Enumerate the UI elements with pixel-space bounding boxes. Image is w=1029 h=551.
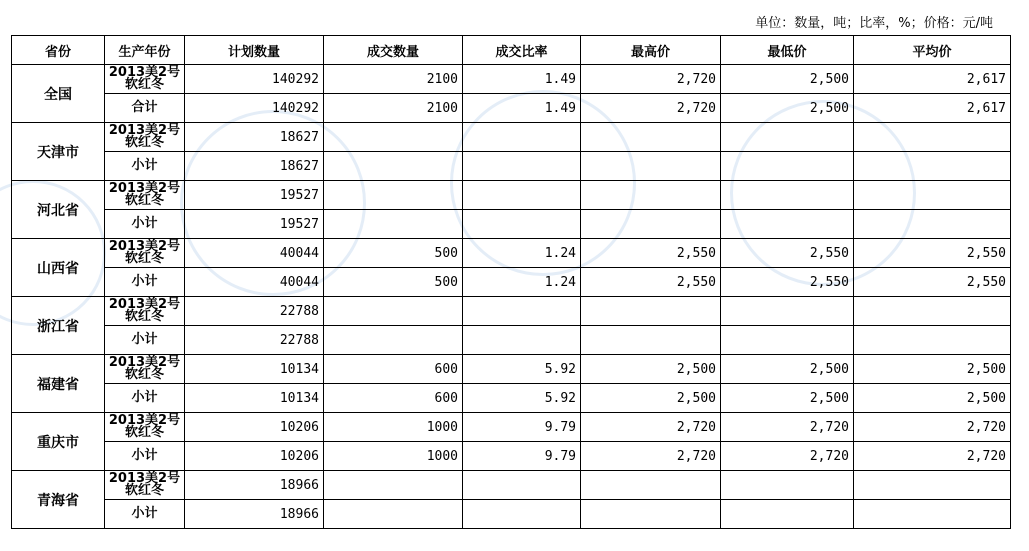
header-deal-ratio: 成交比率	[463, 36, 581, 65]
max-price-cell	[581, 210, 721, 239]
plan-qty-cell: 19527	[185, 181, 324, 210]
deal-ratio-cell: 5.92	[463, 355, 581, 384]
table-row	[12, 210, 1011, 239]
deal-ratio-cell: 1.49	[463, 94, 581, 123]
min-price-cell	[721, 471, 854, 500]
auction-results-table	[11, 35, 1011, 529]
min-price-cell	[721, 326, 854, 355]
year-cell: 2013美2号 软红冬	[105, 239, 185, 268]
table-row	[12, 65, 1011, 94]
year-cell: 小计	[105, 326, 185, 355]
plan-qty-cell: 18966	[185, 500, 324, 529]
plan-qty-cell: 140292	[185, 94, 324, 123]
year-cell: 小计	[105, 210, 185, 239]
min-price-cell: 2,500	[721, 355, 854, 384]
avg-price-cell	[854, 471, 1011, 500]
plan-qty-cell: 22788	[185, 326, 324, 355]
avg-price-cell	[854, 152, 1011, 181]
deal-ratio-cell: 9.79	[463, 442, 581, 471]
avg-price-cell: 2,720	[854, 442, 1011, 471]
year-cell: 2013美2号 软红冬	[105, 181, 185, 210]
table-row	[12, 123, 1011, 152]
header-plan-qty: 计划数量	[185, 36, 324, 65]
province-cell: 山西省	[12, 239, 105, 297]
deal-ratio-cell: 1.24	[463, 268, 581, 297]
deal-qty-cell	[324, 326, 463, 355]
min-price-cell: 2,500	[721, 65, 854, 94]
table-row	[12, 239, 1011, 268]
max-price-cell: 2,550	[581, 268, 721, 297]
province-cell: 浙江省	[12, 297, 105, 355]
avg-price-cell	[854, 123, 1011, 152]
max-price-cell	[581, 152, 721, 181]
deal-ratio-cell	[463, 210, 581, 239]
header-min-price: 最低价	[721, 36, 854, 65]
header-deal-qty: 成交数量	[324, 36, 463, 65]
min-price-cell	[721, 500, 854, 529]
plan-qty-cell: 40044	[185, 239, 324, 268]
plan-qty-cell: 18627	[185, 123, 324, 152]
plan-qty-cell: 10206	[185, 442, 324, 471]
province-cell: 福建省	[12, 355, 105, 413]
max-price-cell	[581, 297, 721, 326]
avg-price-cell	[854, 326, 1011, 355]
province-cell: 重庆市	[12, 413, 105, 471]
plan-qty-cell: 40044	[185, 268, 324, 297]
province-cell: 河北省	[12, 181, 105, 239]
deal-qty-cell: 1000	[324, 442, 463, 471]
header-year: 生产年份	[105, 36, 185, 65]
table-row	[12, 94, 1011, 123]
deal-ratio-cell	[463, 181, 581, 210]
year-cell: 小计	[105, 442, 185, 471]
deal-ratio-cell: 9.79	[463, 413, 581, 442]
year-cell: 2013美2号 软红冬	[105, 471, 185, 500]
deal-ratio-cell	[463, 471, 581, 500]
plan-qty-cell: 10206	[185, 413, 324, 442]
max-price-cell: 2,720	[581, 413, 721, 442]
max-price-cell	[581, 123, 721, 152]
province-cell: 天津市	[12, 123, 105, 181]
avg-price-cell: 2,550	[854, 239, 1011, 268]
max-price-cell: 2,720	[581, 442, 721, 471]
max-price-cell	[581, 181, 721, 210]
table-row	[12, 181, 1011, 210]
plan-qty-cell: 18966	[185, 471, 324, 500]
deal-ratio-cell: 1.49	[463, 65, 581, 94]
min-price-cell: 2,720	[721, 413, 854, 442]
plan-qty-cell: 22788	[185, 297, 324, 326]
avg-price-cell: 2,500	[854, 384, 1011, 413]
deal-ratio-cell	[463, 123, 581, 152]
min-price-cell: 2,500	[721, 94, 854, 123]
avg-price-cell: 2,617	[854, 94, 1011, 123]
min-price-cell: 2,550	[721, 268, 854, 297]
plan-qty-cell: 19527	[185, 210, 324, 239]
min-price-cell	[721, 181, 854, 210]
deal-qty-cell	[324, 210, 463, 239]
min-price-cell	[721, 152, 854, 181]
deal-qty-cell	[324, 500, 463, 529]
table-row	[12, 413, 1011, 442]
avg-price-cell: 2,720	[854, 413, 1011, 442]
table-row	[12, 326, 1011, 355]
deal-qty-cell	[324, 471, 463, 500]
avg-price-cell	[854, 181, 1011, 210]
avg-price-cell	[854, 210, 1011, 239]
table-row	[12, 297, 1011, 326]
header-row	[12, 36, 1011, 65]
header-province: 省份	[12, 36, 105, 65]
table-row	[12, 384, 1011, 413]
min-price-cell	[721, 123, 854, 152]
deal-qty-cell	[324, 152, 463, 181]
deal-qty-cell: 500	[324, 268, 463, 297]
year-cell: 2013美2号 软红冬	[105, 65, 185, 94]
table-row	[12, 355, 1011, 384]
plan-qty-cell: 10134	[185, 355, 324, 384]
deal-ratio-cell	[463, 152, 581, 181]
min-price-cell	[721, 210, 854, 239]
avg-price-cell	[854, 500, 1011, 529]
year-cell: 小计	[105, 268, 185, 297]
max-price-cell	[581, 326, 721, 355]
year-cell: 2013美2号 软红冬	[105, 413, 185, 442]
max-price-cell: 2,550	[581, 239, 721, 268]
year-cell: 2013美2号 软红冬	[105, 123, 185, 152]
max-price-cell: 2,720	[581, 94, 721, 123]
deal-ratio-cell: 1.24	[463, 239, 581, 268]
deal-qty-cell: 600	[324, 355, 463, 384]
deal-qty-cell: 1000	[324, 413, 463, 442]
table-row	[12, 500, 1011, 529]
avg-price-cell: 2,550	[854, 268, 1011, 297]
deal-qty-cell: 2100	[324, 94, 463, 123]
max-price-cell: 2,500	[581, 384, 721, 413]
max-price-cell	[581, 500, 721, 529]
header-max-price: 最高价	[581, 36, 721, 65]
year-cell: 2013美2号 软红冬	[105, 355, 185, 384]
unit-note: 单位：数量，吨；比率，%；价格：元/吨	[755, 16, 993, 31]
deal-qty-cell: 500	[324, 239, 463, 268]
deal-ratio-cell	[463, 500, 581, 529]
max-price-cell: 2,500	[581, 355, 721, 384]
deal-ratio-cell	[463, 297, 581, 326]
deal-qty-cell	[324, 181, 463, 210]
max-price-cell: 2,720	[581, 65, 721, 94]
table-row	[12, 442, 1011, 471]
year-cell: 小计	[105, 384, 185, 413]
deal-ratio-cell	[463, 326, 581, 355]
avg-price-cell: 2,617	[854, 65, 1011, 94]
max-price-cell	[581, 471, 721, 500]
min-price-cell	[721, 297, 854, 326]
min-price-cell: 2,550	[721, 239, 854, 268]
plan-qty-cell: 10134	[185, 384, 324, 413]
plan-qty-cell: 18627	[185, 152, 324, 181]
table-row	[12, 152, 1011, 181]
table-row	[12, 471, 1011, 500]
min-price-cell: 2,500	[721, 384, 854, 413]
year-cell: 小计	[105, 152, 185, 181]
deal-qty-cell	[324, 297, 463, 326]
province-cell: 全国	[12, 65, 105, 123]
avg-price-cell	[854, 297, 1011, 326]
header-avg-price: 平均价	[854, 36, 1011, 65]
min-price-cell: 2,720	[721, 442, 854, 471]
deal-qty-cell: 2100	[324, 65, 463, 94]
plan-qty-cell: 140292	[185, 65, 324, 94]
year-cell: 合计	[105, 94, 185, 123]
deal-ratio-cell: 5.92	[463, 384, 581, 413]
year-cell: 小计	[105, 500, 185, 529]
province-cell: 青海省	[12, 471, 105, 529]
deal-qty-cell: 600	[324, 384, 463, 413]
year-cell: 2013美2号 软红冬	[105, 297, 185, 326]
table-row	[12, 268, 1011, 297]
avg-price-cell: 2,500	[854, 355, 1011, 384]
deal-qty-cell	[324, 123, 463, 152]
